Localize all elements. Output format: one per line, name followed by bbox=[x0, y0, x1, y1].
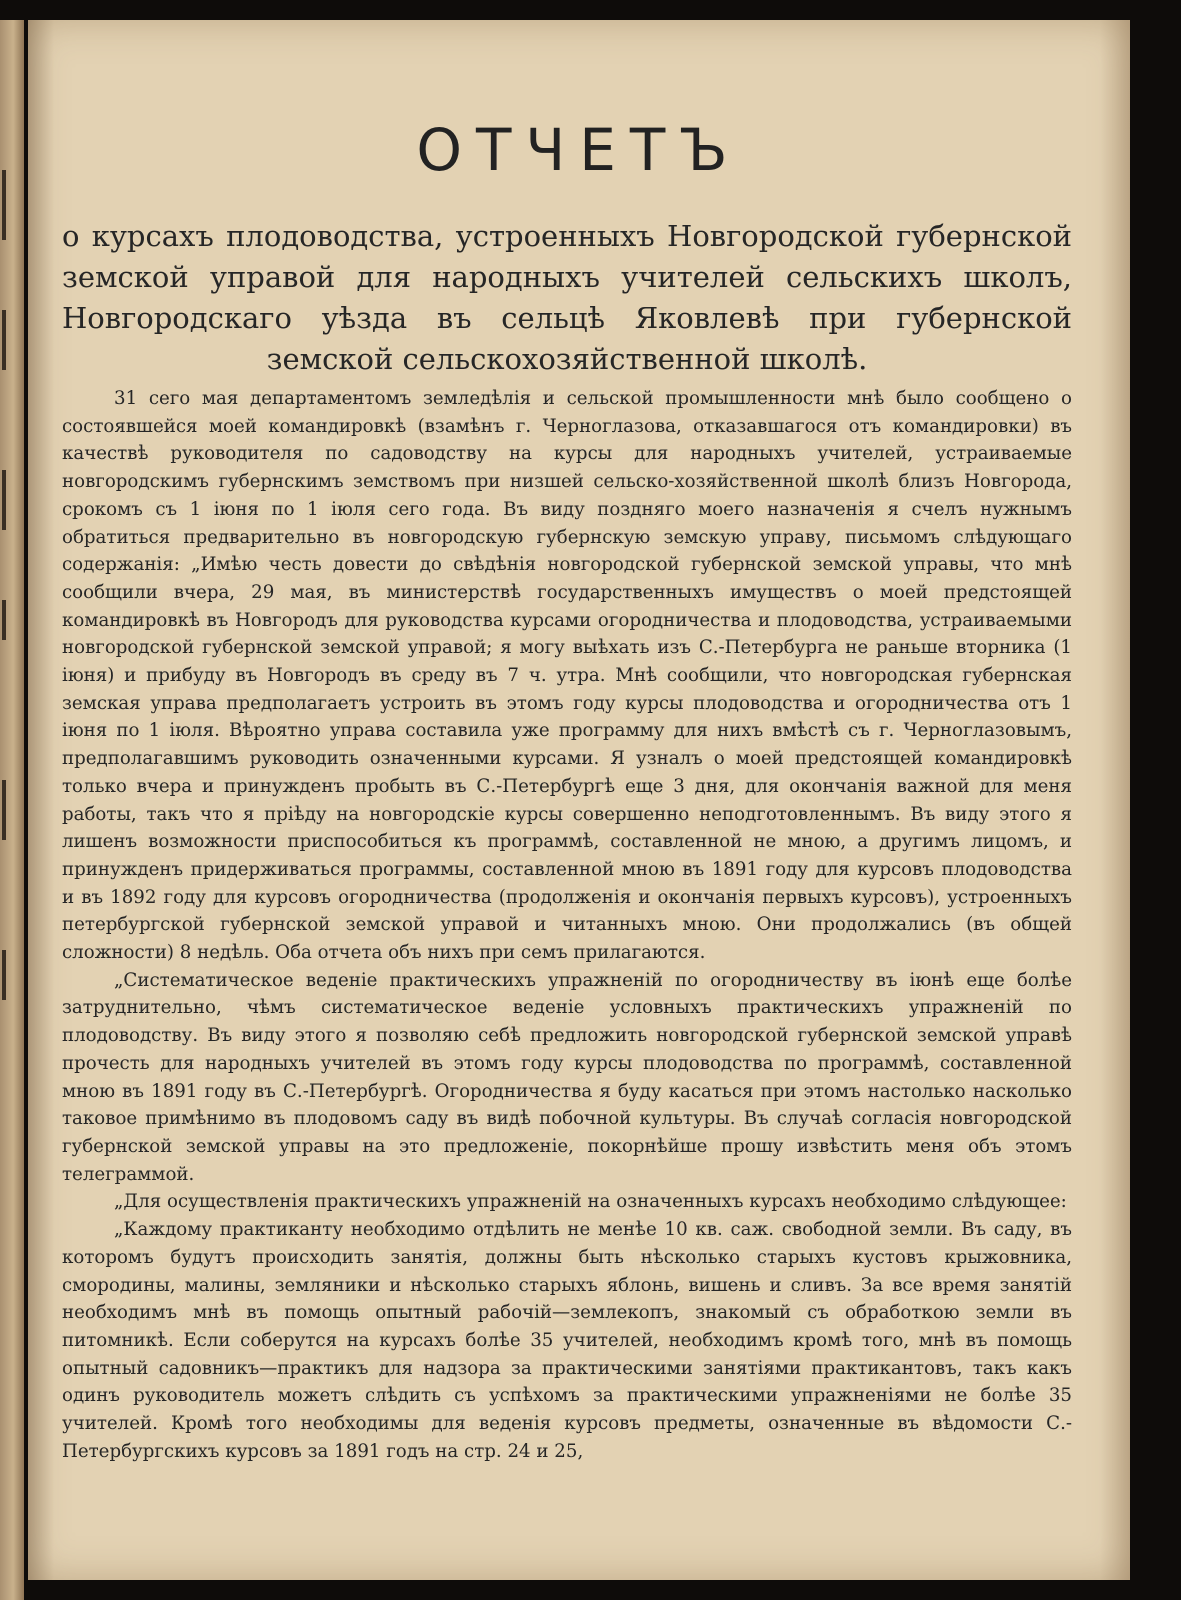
paragraph: „Систематическое веденіе практическихъ упражненій по огородничеству въ іюнѣ еще болѣе затруднительно, чѣмъ систематическое веденіе условныхъ практическихъ упражненій по плодоводству. Въ виду этого я позволяю себѣ предложить новгородской губернской земской управѣ прочесть для народныхъ учителей въ этомъ году курсы плодоводства по программѣ, составленной мною въ 1891 году въ С.-Петербургѣ. Огородничества я буду касаться при этомъ настолько насколько таковое примѣнимо въ плодовомъ саду въ видѣ побочной культуры. Въ случаѣ согласія новгородской губернской земской управы на это предложеніе, покорнѣйше прошу извѣстить меня объ этомъ телеграммой. bbox=[62, 969, 1072, 1185]
page-edge-mark bbox=[2, 780, 6, 840]
paragraph: „Для осуществленія практическихъ упражненій на означенныхъ курсахъ необходимо слѣдующее: bbox=[114, 1191, 1067, 1213]
page-edge-shadow bbox=[1100, 20, 1130, 1580]
document-subtitle: о курсахъ плодоводства, устроенныхъ Новгородской губернской земской управой для народныхъ учителей сельскихъ школъ, Новгородскаго уѣзда въ сельцѣ Яковлевѣ при губернской земской сельскохозяйственной школѣ. bbox=[62, 219, 1072, 376]
document-body bbox=[62, 385, 1072, 1465]
paragraph: „Каждому практиканту необходимо отдѣлить не менѣе 10 кв. саж. свободной земли. Въ саду, въ которомъ будутъ происходить занятія, должны быть нѣсколько старыхъ кустовъ крыжовника, смородины, малины, земляники и нѣсколько старыхъ яблонь, вишень и сливъ. За все время занятій необходимъ мнѣ въ помощь опытный рабочій—землекопъ, знакомый съ обработкою земли въ питомникѣ. Если соберутся на курсахъ болѣе 35 учителей, необходимъ кромѣ того, мнѣ въ помощь опытный садовникъ—практикъ для надзора за практическими занятіями практикантовъ, такъ какъ одинъ руководитель можетъ слѣдить съ успѣхомъ за практическими упражненіями не болѣе 35 учителей. Кромѣ того необходимы для веденія курсовъ предметы, означенные въ вѣдомости С.-Петербургскихъ курсовъ за 1891 годъ на стр. 24 и 25, bbox=[62, 1219, 1072, 1462]
page-edge-mark bbox=[2, 310, 6, 370]
adjacent-page-edge bbox=[0, 20, 24, 1600]
page-edge-mark bbox=[2, 950, 6, 1000]
paragraph: 31 сего мая департаментомъ земледѣлія и сельской промышленности мнѣ было сообщено о состоявшейся моей командировкѣ (взамѣнъ г. Черноглазова, отказавшагося отъ командировки) въ качествѣ руководителя по садоводству на курсы для народныхъ учителей, устраиваемые новгородскимъ губернскимъ земствомъ при низшей сельско-хозяйственной школѣ близъ Новгорода, срокомъ съ 1 іюня по 1 іюля сего года. Въ виду поздняго моего назначенія я счелъ нужнымъ обратиться предварительно въ новгородскую губернскую земскую управу, письмомъ слѣдующаго содержанія: „Имѣю честь довести до свѣдѣнія новгородской губернской земской управы, что мнѣ сообщили вчера, 29 мая, въ министерствѣ государственныхъ имуществъ о моей предстоящей командировкѣ въ Новгородъ для руководства курсами огородничества и плодоводства, устраиваемыми новгородской губернской земской управой; я могу выѣхать изъ С.-Петербурга не раньше вторника (1 іюня) и прибуду въ Новгородъ въ среду въ 7 ч. утра. Мнѣ сообщили, что новгородская губернская земская управа предполагаетъ устроить въ этомъ году курсы плодоводства и огородничества отъ 1 іюня по 1 іюля. Вѣроятно управа составила уже программу для нихъ вмѣстѣ съ г. Черноглазовымъ, предполагавшимъ руководить означенными курсами. Я узналъ о моей предстоящей командировкѣ только вчера и принужденъ пробыть въ С.-Петербургѣ еще 3 дня, для окончанія важной для меня работы, такъ что я пріѣду на новгородскіе курсы совершенно неподготовленнымъ. Въ виду этого я лишенъ возможности приспособиться къ программѣ, составленной не мною, а другимъ лицомъ, и принужденъ придерживаться программы, составленной мною въ 1891 году для курсовъ плодоводства и въ 1892 году для курсовъ огородничества (продолженія и окончанія первыхъ курсовъ), устроенныхъ петербургской губернской земской управой и читанныхъ мною. Они продолжались (въ общей сложности) 8 недѣль. Оба отчета объ нихъ при семъ прилагаются. bbox=[62, 388, 1072, 964]
page-edge-mark bbox=[2, 600, 6, 640]
document-title: ОТЧЕТЪ bbox=[416, 116, 742, 184]
page-gutter-shadow bbox=[28, 20, 54, 1580]
document-page bbox=[28, 20, 1130, 1580]
page-edge-mark bbox=[2, 170, 6, 240]
page-edge-mark bbox=[2, 470, 6, 530]
